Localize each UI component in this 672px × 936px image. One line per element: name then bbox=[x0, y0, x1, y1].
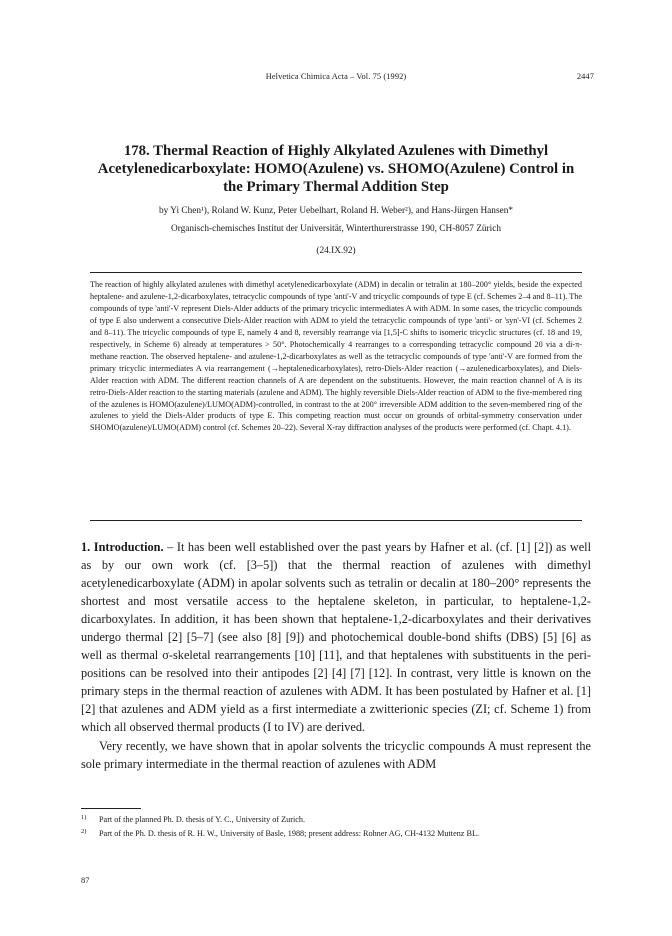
footnote-text: Part of the Ph. D. thesis of R. H. W., University of Basle, 1988; present address: Rohner AG, CH-4132 Muttenz BL. bbox=[99, 828, 479, 838]
introduction-section bbox=[81, 538, 591, 773]
title-line-2: Acetylenedicarboxylate: HOMO(Azulene) vs. SHOMO(Azulene) Control in bbox=[97, 161, 575, 177]
title-line-3: the Primary Thermal Addition Step bbox=[223, 179, 449, 195]
page-number: 2447 bbox=[576, 72, 594, 81]
footnote-mark: 2) bbox=[81, 827, 87, 835]
abstract-top-rule bbox=[90, 272, 582, 273]
abstract: The reaction of highly alkylated azulenes with dimethyl acetylenedicarboxylate (ADM) in decalin or tetralin at 180–200° yields, beside the expected heptalene- and azulene-1,2-dicarboxylates, tetracyclic compounds of type 'anti'-V and tricyclic compounds of type E (cf. Schemes 2–4 and 8–11). The compounds of type 'anti'-V represent Diels-Alder adducts of the primary tricyclic intermediates A with ADM. In some cases, the tricyclic compounds of type E also underwent a consecutive Diels-Alder reaction with ADM to yield the tetracyclic compounds of type 'anti'- or 'syn'-VI (cf. Schemes 2 and 8–11). The tricyclic compounds of type E, namely 4 and 8, reversibly rearrange via [1,5]-C shifts to isomeric tricyclic structures (cf. 18 and 19, respectively, in Scheme 6) already at temperatures > 50°. Photochemically 4 rearranges to a corresponding tetracyclic compound 20 via a di-π-methane reaction. The observed heptalene- and azulene-1,2-dicarboxylates as well as the tetracyclic compounds of type 'anti'-V are formed from the primary tricyclic intermediates A via rearrangement (→heptalenedicarboxylates), retro-Diels-Alder reaction (→azulenedicarboxylates), and Diels-Alder reaction with ADM. The different reaction channels of A are dependent on the substituents. However, the main reaction channel of A is its retro-Diels-Alder reaction to the starting materials (azulene and ADM). The highly reversible Diels-Alder reaction of ADM to the five-membered ring of the azulenes is HOMO(azulene)/LUMO(ADM)-controlled, in contrast to the at 200° irreversible ADM addition to the seven-membered ring of the azulenes to yield the Diels-Alder products of type E. This competing reaction must occur on grounds of orbital-symmetry conservation under SHOMO(azulene)/LUMO(ADM) control (cf. Schemes 20–22). Several X-ray diffraction analyses of the products were performed (cf. Chapt. 4.1). bbox=[90, 280, 582, 433]
footnote bbox=[81, 814, 591, 826]
abstract-bottom-rule bbox=[90, 520, 582, 521]
title-line-1: 178. Thermal Reaction of Highly Alkylated Azulenes with Dimethyl bbox=[123, 143, 549, 159]
footnotes bbox=[81, 814, 591, 841]
journal-name: Helvetica Chimica Acta – Vol. 75 (1992) bbox=[265, 72, 407, 81]
footnote-rule bbox=[81, 808, 141, 809]
running-head bbox=[78, 72, 594, 86]
author-list: by Yi Chen¹), Roland W. Kunz, Peter Uebelhart, Roland H. Weber²), and Hans-Jürgen Hansen* bbox=[159, 206, 513, 216]
intro-paragraph-1 bbox=[81, 538, 591, 737]
intro-paragraph-1-text: – It has been well established over the past years by Hafner et al. (cf. [1] [2]) as well as by our own work (cf. [3–5]) that the thermal reaction of azulenes with dimethyl acetylenedicarboxylate (ADM) in apolar solvents such as tetralin or decalin at 180–200° represents the shortest and most versatile access to the heptalene skeleton, in particular, to heptalene-1,2-dicarboxylates. In addition, it has been shown that heptalene-1,2-dicarboxylates and their derivatives undergo thermal [2] [5–7] (see also [8] [9]) and photochemical double-bond shifts (DBS) [5] [6] as well as thermal σ-skeletal rearrangements [10] [11], and that heptalenes with substituents in the peri-positions can be resolved into their antipodes [2] [4] [7] [12]. In contrast, very little is known on the primary steps in the thermal reaction of azulenes with ADM. It has been postulated by Hafner et al. [1] [2] that azulenes and ADM yield as a first intermediate a zwitterionic species (ZI; cf. Scheme 1) from which all observed thermal products (I to IV) are derived. bbox=[81, 540, 592, 735]
footnote-text: Part of the planned Ph. D. thesis of Y. C., University of Zurich. bbox=[99, 815, 306, 824]
footnote bbox=[81, 828, 591, 840]
received-date: (24.IX.92) bbox=[316, 246, 356, 256]
affiliation: Organisch-chemisches Institut der Universität, Winterthurerstrasse 190, CH-8057 Zürich bbox=[170, 224, 502, 234]
article-title bbox=[78, 142, 594, 196]
intro-paragraph-2: Very recently, we have shown that in apolar solvents the tricyclic compounds A must represent the sole primary intermediate in the thermal reaction of azulenes with ADM bbox=[81, 738, 591, 771]
folio: 87 bbox=[81, 876, 90, 885]
section-heading: 1. Introduction. bbox=[81, 540, 164, 554]
footnote-mark: 1) bbox=[81, 814, 87, 821]
